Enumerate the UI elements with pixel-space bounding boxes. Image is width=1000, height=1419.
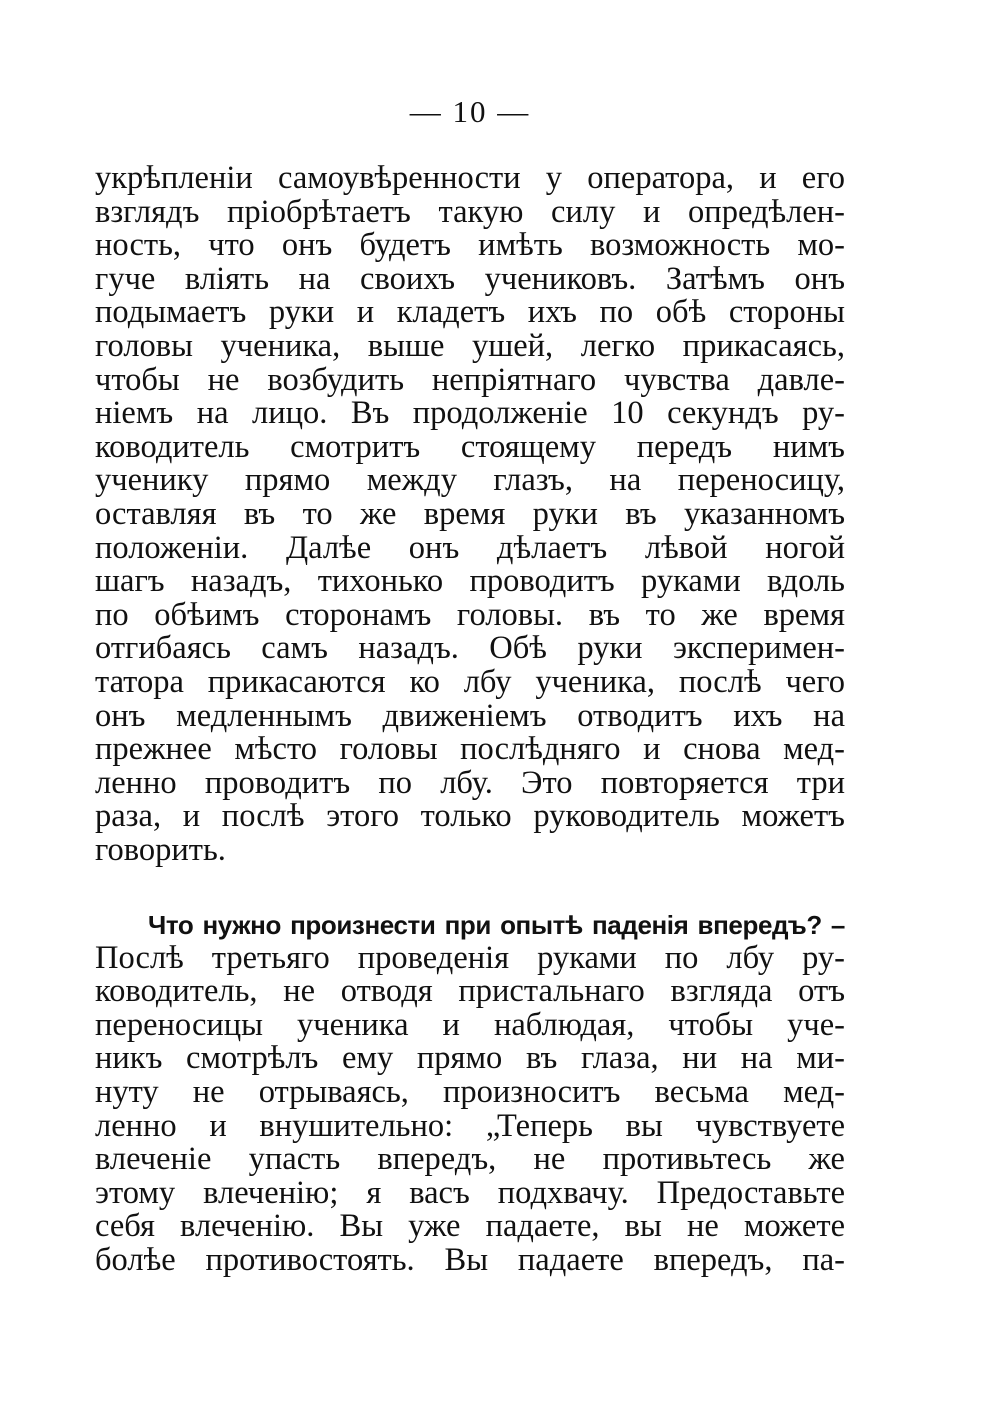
text-line: татора прикасаются ко лбу ученика, послѣ чего	[95, 663, 845, 700]
text-line: ность, что онъ будетъ имѣть возможность мо-	[95, 227, 845, 264]
text-line: онъ медленнымъ движеніемъ отводитъ ихъ на	[95, 697, 845, 734]
text-line: себя влеченію. Вы уже падаете, вы не можете	[95, 1208, 845, 1245]
page-number: — 10 —	[409, 94, 531, 129]
text-line: оставляя въ то же время руки въ указанномъ	[95, 495, 845, 532]
text-line: влеченіе упасть впередъ, не противьтесь же	[95, 1141, 845, 1178]
text-line: гуче вліять на своихъ учениковъ. Затѣмъ онъ	[95, 260, 845, 297]
text-line: по обѣимъ сторонамъ головы. въ то же время	[95, 596, 845, 633]
text-line: болѣе противостоять. Вы падаете впередъ, па-	[95, 1241, 845, 1278]
text-line: говорить.	[95, 831, 226, 868]
paragraph-2	[95, 908, 845, 1278]
text-line: ленно и внушительно: „Теперь вы чувствуете	[95, 1107, 845, 1144]
text-line: ленно проводитъ по лбу. Это повторяется три	[95, 764, 845, 801]
section-heading: Что нужно произнести при опытѣ паденія впередъ? –	[148, 910, 845, 940]
text-line: отгибаясь самъ назадъ. Обѣ руки эксперимен-	[95, 630, 845, 667]
text-line: ніемъ на лицо. Въ продолженіе 10 секундъ ру-	[95, 395, 845, 432]
text-line: прежнее мѣсто головы послѣдняго и снова мед-	[95, 731, 845, 768]
text-line: подымаетъ руки и кладетъ ихъ по обѣ стороны	[95, 294, 845, 331]
text-line: этому влеченію; я васъ подхвачу. Предоставьте	[95, 1174, 845, 1211]
text-line: ководитель, не отводя пристальнаго взгляда отъ	[95, 973, 845, 1010]
paragraph-1	[95, 162, 845, 867]
text-line: нуту не отрываясь, произноситъ весьма мед-	[95, 1073, 845, 1110]
text-line: переносицы ученика и наблюдая, чтобы уче-	[95, 1006, 845, 1043]
text-line: раза, и послѣ этого только руководитель можетъ	[95, 798, 845, 835]
text-line: ученику прямо между глазъ, на переносицу,	[95, 462, 845, 499]
text-line: укрѣпленіи самоувѣренности у оператора, и его	[95, 160, 845, 196]
text-line: ководитель смотритъ стоящему передъ нимъ	[95, 428, 845, 465]
text-line: шагъ назадъ, тихонько проводитъ руками вдоль	[95, 563, 845, 600]
text-line: головы ученика, выше ушей, легко прикасаясь,	[95, 327, 845, 364]
text-line: никъ смотрѣлъ ему прямо въ глаза, ни на ми-	[95, 1040, 845, 1077]
text-line: взглядъ пріобрѣтаетъ такую силу и опредѣлен-	[95, 193, 845, 230]
section-heading-line	[95, 908, 845, 942]
text-line: Послѣ третьяго проведенія руками по лбу ру-	[95, 939, 845, 976]
text-line: положеніи. Далѣе онъ дѣлаетъ лѣвой ногой	[95, 529, 845, 566]
text-line: чтобы не возбудить непріятнаго чувства давле-	[95, 361, 845, 398]
